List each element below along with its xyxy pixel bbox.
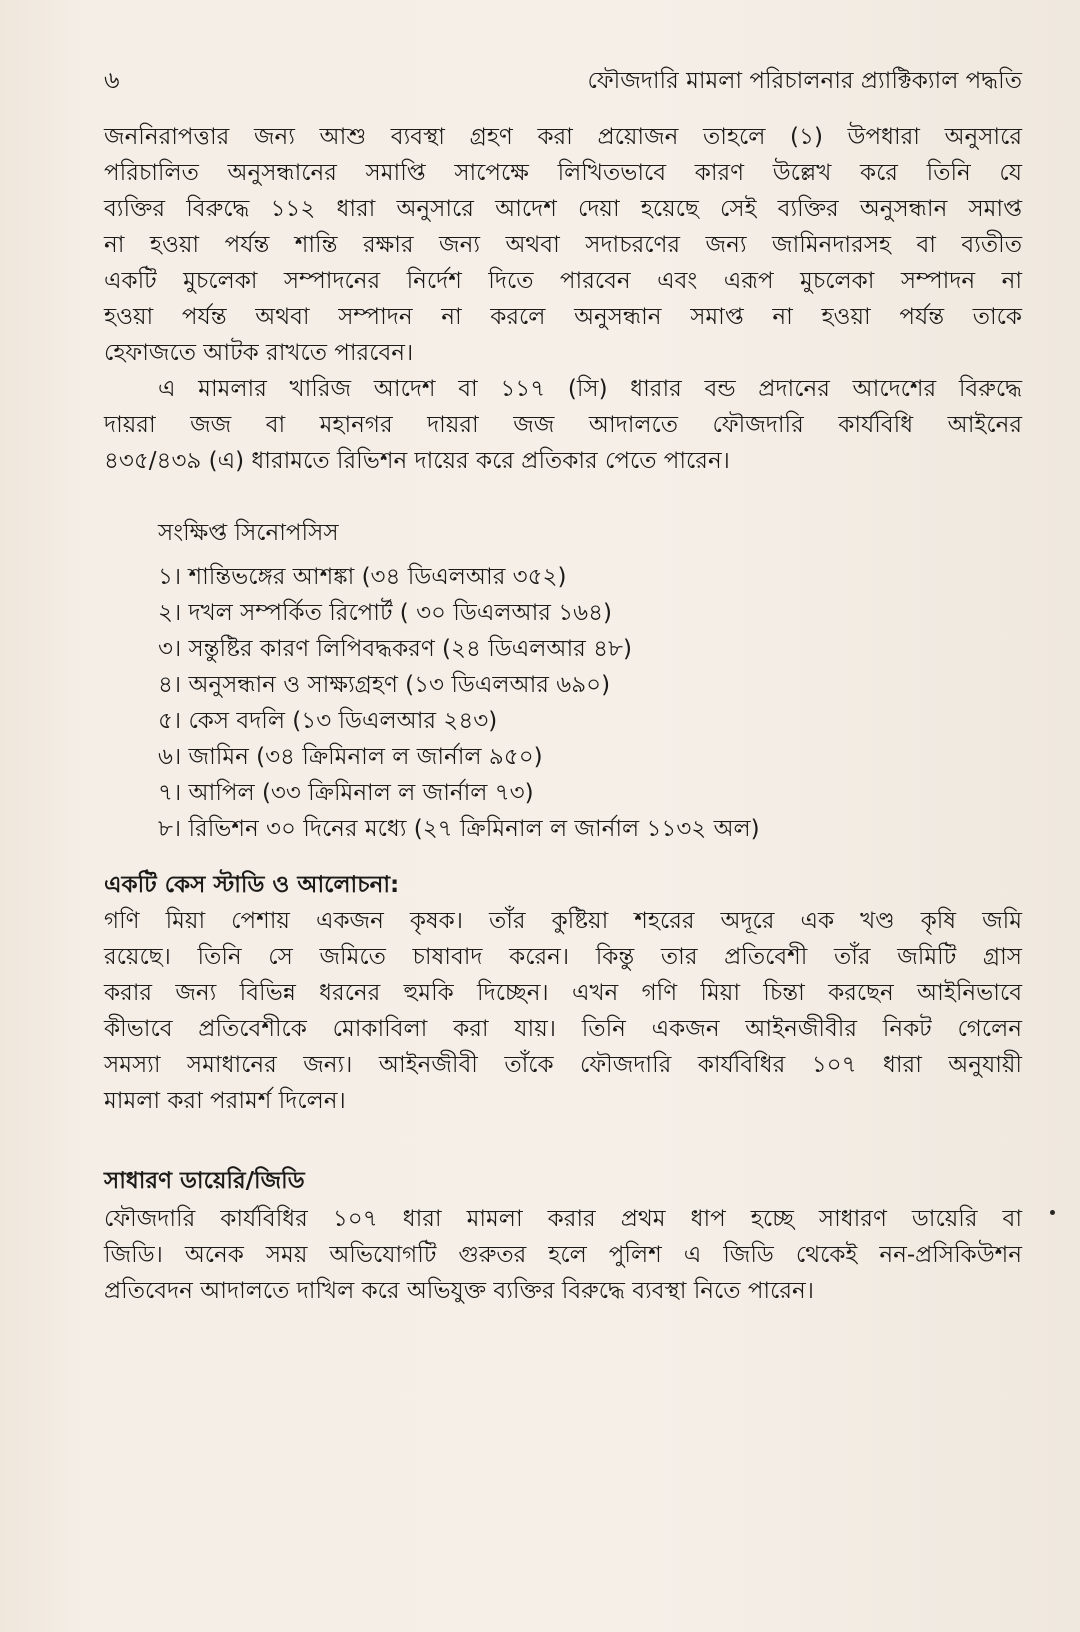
paragraph-line: প্রতিবেদন আদালতে দাখিল করে অভিযুক্ত ব্যক্তির বিরুদ্ধে ব্যবস্থা নিতে পারেন। bbox=[104, 1278, 814, 1304]
synopsis-item: ৩। সন্তুষ্টির কারণ লিপিবদ্ধকরণ (২৪ ডিএলআর ৪৮) bbox=[158, 636, 632, 662]
paragraph-line: মামলা করা পরামর্শ দিলেন। bbox=[104, 1088, 346, 1114]
paragraph-line: ফৌজদারি কার্যবিধির ১০৭ ধারা মামলা করার প্রথম ধাপ হচ্ছে সাধারণ ডায়েরি বা bbox=[104, 1206, 1022, 1232]
running-title: ফৌজদারি মামলা পরিচালনার প্র্যাক্টিক্যাল পদ্ধতি bbox=[587, 68, 1022, 94]
paragraph-line: হেফাজতে আটক রাখতে পারবেন। bbox=[104, 340, 414, 366]
page-header bbox=[104, 62, 1022, 98]
paragraph-line: দায়রা জজ বা মহানগর দায়রা জজ আদালতে ফৌজদারি কার্যবিধি আইনের bbox=[104, 412, 1022, 438]
synopsis-item: ৬। জামিন (৩৪ ক্রিমিনাল ল জার্নাল ৯৫০) bbox=[158, 744, 543, 770]
paragraph-line: ৪৩৫/৪৩৯ (এ) ধারামতে রিভিশন দায়ের করে প্রতিকার পেতে পারেন। bbox=[104, 448, 730, 474]
paragraph-line: জিডি। অনেক সময় অভিযোগটি গুরুতর হলে পুলিশ এ জিডি থেকেই নন-প্রসিকিউশন bbox=[104, 1242, 1022, 1268]
paragraph-line: পরিচালিত অনুসন্ধানের সমাপ্তি সাপেক্ষে লিখিতভাবে কারণ উল্লেখ করে তিনি যে bbox=[104, 160, 1022, 186]
case-study-heading: একটি কেস স্টাডি ও আলোচনা: bbox=[104, 872, 400, 898]
general-diary-heading: সাধারণ ডায়েরি/জিডি bbox=[104, 1168, 305, 1194]
paragraph-line: ব্যক্তির বিরুদ্ধে ১১২ ধারা অনুসারে আদেশ দেয়া হয়েছে সেই ব্যক্তির অনুসন্ধান সমাপ্ত bbox=[104, 196, 1022, 222]
paragraph-line: সমস্যা সমাধানের জন্য। আইনজীবী তাঁকে ফৌজদারি কার্যবিধির ১০৭ ধারা অনুযায়ী bbox=[104, 1052, 1022, 1078]
paragraph-line: এ মামলার খারিজ আদেশ বা ১১৭ (সি) ধারার বন্ড প্রদানের আদেশের বিরুদ্ধে bbox=[158, 376, 1022, 402]
paragraph-line: জননিরাপত্তার জন্য আশু ব্যবস্থা গ্রহণ করা প্রয়োজন তাহলে (১) উপধারা অনুসারে bbox=[104, 124, 1022, 150]
paragraph-line: না হওয়া পর্যন্ত শান্তি রক্ষার জন্য অথবা সদাচরণের জন্য জামিনদারসহ বা ব্যতীত bbox=[104, 232, 1022, 258]
page-number: ৬ bbox=[104, 66, 120, 94]
stray-dot-mark bbox=[1050, 1210, 1055, 1215]
paragraph-line: হওয়া পর্যন্ত অথবা সম্পাদন না করলে অনুসন্ধান সমাপ্ত না হওয়া পর্যন্ত তাকে bbox=[104, 304, 1022, 330]
synopsis-heading: সংক্ষিপ্ত সিনোপসিস bbox=[158, 520, 339, 546]
synopsis-item: ৮। রিভিশন ৩০ দিনের মধ্যে (২৭ ক্রিমিনাল ল জার্নাল ১১৩২ অল) bbox=[158, 816, 760, 842]
paragraph-line: রয়েছে। তিনি সে জমিতে চাষাবাদ করেন। কিন্তু তার প্রতিবেশী তাঁর জমিটি গ্রাস bbox=[104, 944, 1022, 970]
synopsis-item: ৫। কেস বদলি (১৩ ডিএলআর ২৪৩) bbox=[158, 708, 498, 734]
synopsis-item: ২। দখল সম্পর্কিত রিপোর্ট ( ৩০ ডিএলআর ১৬৪) bbox=[158, 600, 613, 626]
paragraph-line: একটি মুচলেকা সম্পাদনের নির্দেশ দিতে পারবেন এবং এরূপ মুচলেকা সম্পাদন না bbox=[104, 268, 1022, 294]
synopsis-item: ৪। অনুসন্ধান ও সাক্ষ্যগ্রহণ (১৩ ডিএলআর ৬৯০) bbox=[158, 672, 611, 698]
synopsis-item: ৭। আপিল (৩৩ ক্রিমিনাল ল জার্নাল ৭৩) bbox=[158, 780, 534, 806]
paragraph-line: করার জন্য বিভিন্ন ধরনের হুমকি দিচ্ছেন। এখন গণি মিয়া চিন্তা করছেন আইনিভাবে bbox=[104, 980, 1022, 1006]
paragraph-line: কীভাবে প্রতিবেশীকে মোকাবিলা করা যায়। তিনি একজন আইনজীবীর নিকট গেলেন bbox=[104, 1016, 1022, 1042]
paragraph-line: গণি মিয়া পেশায় একজন কৃষক। তাঁর কুষ্টিয়া শহরের অদূরে এক খণ্ড কৃষি জমি bbox=[104, 908, 1022, 934]
synopsis-item: ১। শান্তিভঙ্গের আশঙ্কা (৩৪ ডিএলআর ৩৫২) bbox=[158, 564, 567, 590]
